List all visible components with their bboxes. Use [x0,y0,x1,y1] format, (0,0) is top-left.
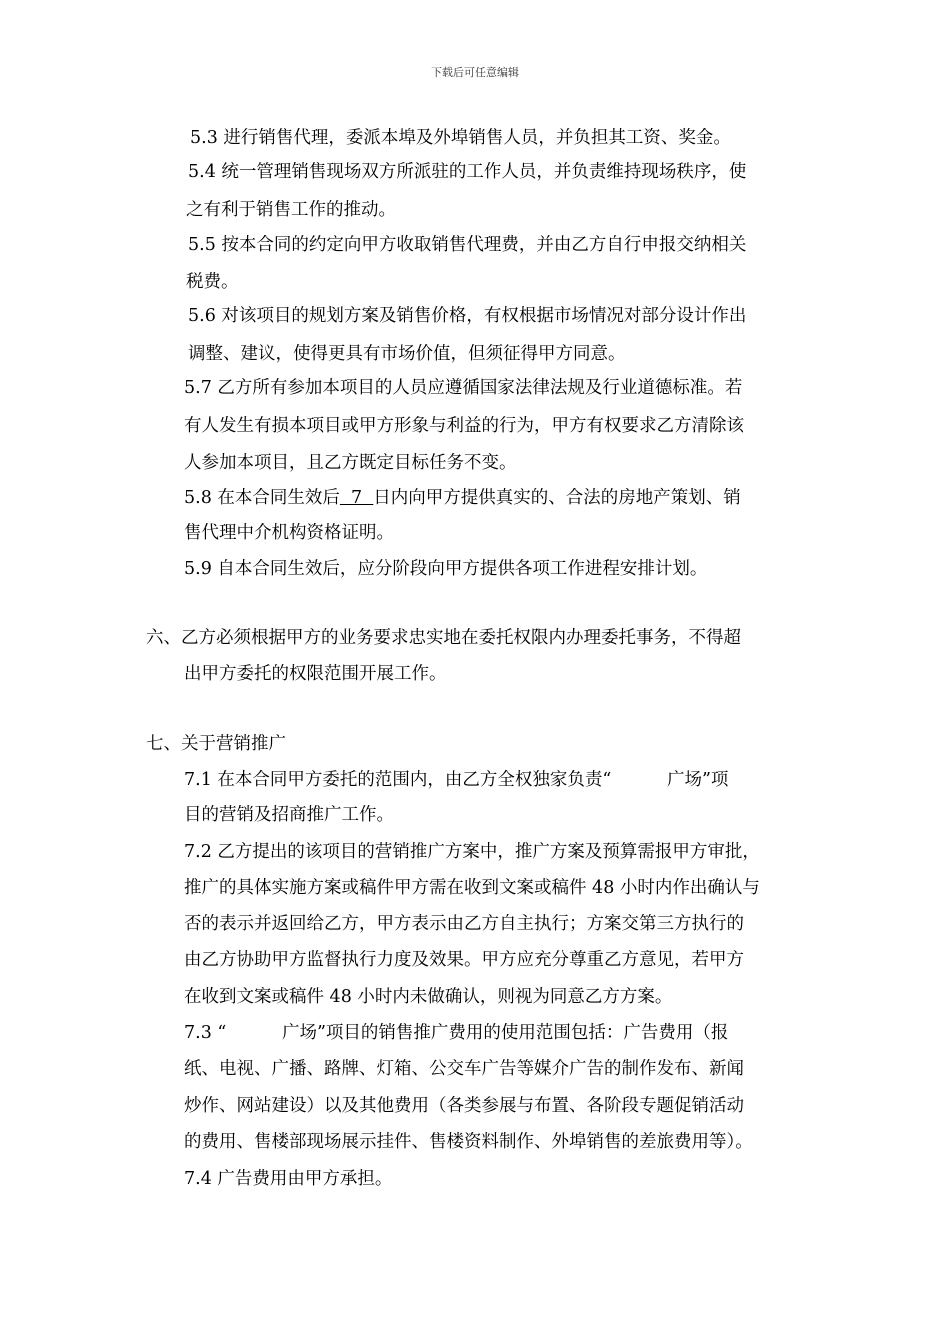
clause-5-3: 5.3 进行销售代理，委派本埠及外埠销售人员，并负担其工资、奖金。 [190,128,731,148]
clause-5-5-line-1: 5.5 按本合同的约定向甲方收取销售代理费，并由乙方自行申报交纳相关 [188,235,747,255]
clause-7-3-line-3: 炒作、网站建设）以及其他费用（各类参展与布置、各阶段专题促销活动 [184,1096,744,1116]
clause-5-8-line-1 [184,486,741,510]
clause-7-1-line-2: 目的营销及招商推广工作。 [184,805,394,825]
clause-5-8-days-blank: 7 [339,488,374,508]
clause-5-9: 5.9 自本合同生效后，应分阶段向甲方提供各项工作进程安排计划。 [184,559,708,579]
clause-5-4-line-1: 5.4 统一管理销售现场双方所派驻的工作人员，并负责维持现场秩序，使 [188,162,747,182]
clause-7-1-line-1: 7.1 在本合同甲方委托的范围内，由乙方全权独家负责“ 广场”项 [184,770,729,790]
clause-7-2-line-1: 7.2 乙方提出的该项目的营销推广方案中，推广方案及预算需报甲方审批， [184,842,760,862]
clause-7-4: 7.4 广告费用由甲方承担。 [184,1169,393,1189]
section-6-line-2: 出甲方委托的权限范围开展工作。 [184,664,447,684]
page-header: 下载后可任意编辑 [431,66,519,79]
clause-5-8-line-2: 售代理中介机构资格证明。 [184,523,394,543]
section-7-heading: 七、关于营销推广 [146,734,286,754]
clause-5-7-line-1: 5.7 乙方所有参加本项目的人员应遵循国家法律法规及行业道德标准。若 [184,378,743,398]
clause-7-3-line-4: 的费用、售楼部现场展示挂件、售楼资料制作、外埠销售的差旅费用等）。 [184,1132,753,1152]
clause-7-3-line-2: 纸、电视、广播、路牌、灯箱、公交车广告等媒介广告的制作发布、新闻 [184,1059,744,1079]
clause-5-5-line-2: 税费。 [186,272,239,292]
section-6-line-1: 六、乙方必须根据甲方的业务要求忠实地在委托权限内办理委托事务，不得超 [146,628,741,648]
clause-5-7-line-3: 人参加本项目，且乙方既定目标任务不变。 [184,453,517,473]
clause-7-2-line-2: 推广的具体实施方案或稿件甲方需在收到文案或稿件 48 小时内作出确认与 [184,878,760,898]
clause-5-8-text-a: 5.8 在本合同生效后 [184,488,340,508]
clause-5-8-text-b: 日内向甲方提供真实的、合法的房地产策划、销 [373,488,741,508]
clause-5-4-line-2: 之有利于销售工作的推动。 [186,200,396,220]
clause-5-7-line-2: 有人发生有损本项目或甲方形象与利益的行为，甲方有权要求乙方清除该 [184,416,744,436]
clause-7-3-line-1: 7.3 “ 广场”项目的销售推广费用的使用范围包括：广告费用（报 [184,1023,729,1043]
clause-5-6-line-2: 调整、建议，使得更具有市场价值，但须征得甲方同意。 [188,344,626,364]
clause-7-2-line-5: 在收到文案或稿件 48 小时内未做确认，则视为同意乙方方案。 [184,987,673,1007]
clause-7-2-line-4: 由乙方协助甲方监督执行力度及效果。甲方应充分尊重乙方意见，若甲方 [184,950,744,970]
clause-5-6-line-1: 5.6 对该项目的规划方案及销售价格，有权根据市场情况对部分设计作出 [188,306,747,326]
clause-7-2-line-3: 否的表示并返回给乙方，甲方表示由乙方自主执行；方案交第三方执行的 [184,914,744,934]
